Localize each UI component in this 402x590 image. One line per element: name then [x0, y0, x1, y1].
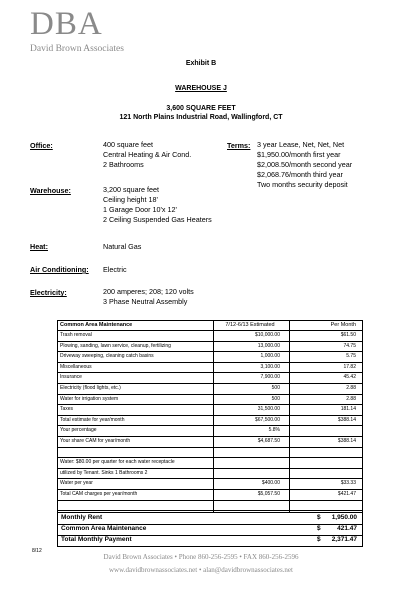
row-description: Taxes [60, 406, 74, 413]
warehouse-details [103, 185, 212, 225]
summary-value: 1,950.00 [331, 514, 357, 521]
row-per-month [290, 425, 360, 436]
row-description: Electricity (flood lights, etc.) [60, 385, 121, 391]
row-description: Plowing, sanding, lawn service, cleanup, fertilizing [60, 342, 171, 349]
row-per-month: $388.14 [337, 438, 356, 444]
terms-line: $2,008.50/month second year [257, 160, 353, 169]
terms-line: $1,950.00/month first year [257, 150, 341, 159]
row-estimated: 5.8% [268, 427, 280, 434]
terms-details [257, 140, 352, 190]
row-estimated: 7,900.00 [260, 374, 280, 381]
electricity-label: Electricity: [30, 288, 67, 297]
row-description: Water for irrigation system [60, 395, 119, 402]
electricity-details [103, 287, 194, 307]
summary-value: 2,371.47 [331, 536, 357, 543]
row-per-month: 17.82 [343, 363, 356, 370]
row-estimated [214, 468, 286, 479]
row-estimated: 1,000.00 [260, 353, 280, 360]
row-estimated: $4,687.50 [257, 438, 280, 444]
summary-row [58, 535, 362, 546]
row-description: Insurance [60, 374, 82, 381]
row-per-month: 45.42 [343, 374, 356, 381]
row-estimated: 3,100.00 [260, 363, 280, 370]
row-estimated: $5,057.50 [257, 491, 280, 497]
row-per-month [290, 457, 360, 468]
row-estimated: $400.00 [261, 480, 280, 487]
warehouse-line: Ceiling height 18' [103, 195, 158, 204]
row-per-month: $61.50 [340, 332, 356, 338]
page-number: 8/12 [32, 548, 42, 554]
row-estimated: 500 [271, 385, 280, 391]
terms-line: Two months security deposit [257, 180, 348, 189]
property-title: WAREHOUSE J [175, 85, 227, 92]
electricity-line: 200 amperes; 208; 120 volts [103, 287, 194, 296]
header-description: Common Area Maintenance [60, 322, 133, 328]
header-estimated: 7/12-6/13 Estimated [225, 322, 275, 328]
row-estimated [214, 457, 286, 468]
row-per-month: 2.88 [346, 395, 356, 402]
warehouse-line: 1 Garage Door 10'x 12' [103, 205, 177, 214]
row-per-month: 181.14 [340, 406, 356, 413]
column-divider [213, 321, 214, 512]
company-name: David Brown Associates [30, 44, 124, 54]
office-details [103, 140, 191, 170]
warehouse-label: Warehouse: [30, 186, 71, 195]
row-description: utilized by Tenant. Sinks 1 Bathrooms 2 [60, 469, 148, 476]
warehouse-line: 2 Ceiling Suspended Gas Heaters [103, 215, 212, 224]
row-description: Total estimate for year/month [60, 416, 125, 423]
column-divider [289, 321, 290, 512]
footer-web: www.davidbrownassociates.net • alan@davidbrownassociates.net [109, 566, 293, 574]
row-estimated: 31,500.00 [257, 406, 280, 413]
row-per-month [290, 447, 360, 458]
table-row [58, 500, 362, 512]
row-description: Total CAM charges per year/month [60, 491, 138, 497]
row-description [60, 500, 212, 511]
office-label: Office: [30, 141, 53, 150]
office-line: 400 square feet [103, 140, 153, 149]
summary-currency: $ [317, 525, 321, 532]
row-estimated: 500 [271, 395, 280, 402]
air-conditioning-value: Electric [103, 265, 127, 274]
square-footage: 3,600 SQUARE FEET [166, 105, 236, 112]
heat-label: Heat: [30, 242, 48, 251]
office-line: Central Heating & Air Cond. [103, 150, 192, 159]
row-per-month: $421.47 [337, 491, 356, 497]
summary-currency: $ [317, 514, 321, 521]
warehouse-line: 3,200 square feet [103, 185, 159, 194]
summary-block [58, 512, 362, 547]
row-description: Miscellaneous [60, 363, 92, 370]
row-description: Driveway sweeping, cleaning catch basins [60, 353, 154, 360]
row-estimated: $67,500.00 [254, 416, 280, 423]
row-estimated: 13,000.00 [257, 342, 280, 349]
heat-value: Natural Gas [103, 242, 142, 251]
air-conditioning-label: Air Conditioning: [30, 265, 89, 274]
row-description: Your share CAM for year/month [60, 438, 131, 444]
row-per-month: 5.75 [346, 353, 356, 360]
office-line: 2 Bathrooms [103, 160, 144, 169]
row-estimated [214, 500, 286, 511]
summary-label: Monthly Rent [61, 514, 103, 521]
row-description: Your percentage [60, 427, 97, 434]
summary-label: Common Area Maintenance [61, 525, 147, 532]
row-estimated [214, 447, 286, 458]
row-estimated: $10,000.00 [254, 332, 280, 338]
row-per-month [290, 500, 360, 511]
row-per-month: $33.33 [340, 480, 356, 487]
row-description: Trash removal [60, 332, 92, 338]
row-description: Water: $80.00 per quarter for each water receptacle [60, 459, 175, 466]
row-per-month: 2.88 [346, 385, 356, 391]
header-per-month: Per Month [330, 322, 356, 328]
exhibit-label: Exhibit B [185, 60, 217, 67]
row-per-month [290, 468, 360, 479]
row-per-month: $388.14 [337, 416, 356, 423]
row-description: Water per year [60, 480, 93, 487]
footer-contact: David Brown Associates • Phone 860-256-2595 • FAX 860-256-2596 [103, 553, 299, 561]
summary-value: 421.47 [337, 525, 357, 532]
summary-currency: $ [317, 536, 321, 543]
cam-table [57, 320, 363, 547]
company-logo: DBA [30, 6, 103, 42]
row-description [60, 447, 212, 458]
terms-label: Terms: [227, 141, 251, 150]
property-address: 121 North Plains Industrial Road, Wallingford, CT [119, 114, 283, 121]
terms-line: 3 year Lease, Net, Net, Net [257, 140, 345, 149]
electricity-line: 3 Phase Neutral Assembly [103, 297, 188, 306]
terms-line: $2,068.76/month third year [257, 170, 343, 179]
row-per-month: 74.75 [343, 342, 356, 349]
summary-label: Total Monthly Payment [61, 536, 132, 543]
